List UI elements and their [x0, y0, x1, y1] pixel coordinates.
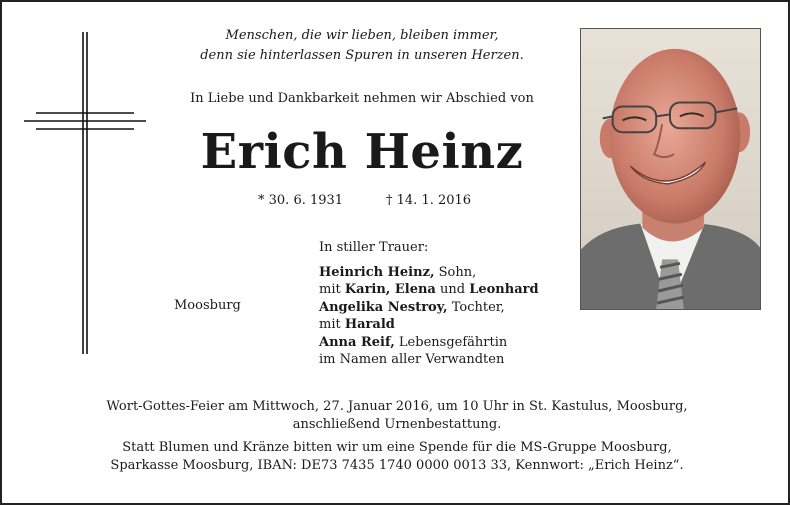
deceased-name: Erich Heinz [200, 124, 524, 180]
service-info [42, 398, 752, 434]
motto-line-2: denn sie hinterlassen Spuren in unseren Herzen. [200, 48, 524, 63]
portrait-photo [580, 28, 761, 310]
mourner-line-4 [319, 316, 539, 334]
mourner-line-6: im Namen aller Verwandten [319, 352, 505, 367]
mourner-line-5 [319, 334, 539, 352]
service-line-2: anschließend Urnenbestattung. [292, 417, 502, 432]
mourner-son-in-law: Harald [344, 317, 395, 332]
motto [162, 26, 562, 66]
mourners-heading: In stiller Trauer: [319, 240, 429, 255]
cross-icon [22, 30, 148, 356]
place: Moosburg [174, 298, 241, 313]
mourner-line-3 [319, 299, 539, 317]
donation-line-1: Statt Blumen und Kränze bitten wir um eine Spende für die MS-Gruppe Moosburg, [122, 440, 672, 455]
mourner-partner: Anna Reif, [319, 334, 395, 350]
motto-line-1: Menschen, die wir lieben, bleiben immer, [225, 28, 499, 43]
mourner-prefix: mit [319, 282, 345, 297]
donation-info [42, 439, 752, 475]
mourner-son: Heinrich Heinz, [319, 264, 435, 280]
birth-date: * 30. 6. 1931 [258, 193, 344, 208]
mourner-grandchild: Leonhard [469, 282, 539, 297]
mourner-daughter: Angelika Nestroy, [319, 299, 448, 315]
donation-line-2: Sparkasse Moosburg, IBAN: DE73 7435 1740 0000 0013 33, Kennwort: „Erich Heinz“. [110, 458, 684, 473]
mourner-grandchildren: Karin, Elena [344, 282, 436, 297]
service-line-1: Wort-Gottes-Feier am Mittwoch, 27. Januar 2016, um 10 Uhr in St. Kastulus, Moosburg, [106, 399, 688, 414]
mourner-relation: Tochter, [447, 299, 505, 315]
death-date: † 14. 1. 2016 [386, 193, 472, 208]
mourner-line-2 [319, 281, 539, 299]
mourner-relation: Sohn, [434, 264, 477, 280]
mourner-conjunction: und [435, 282, 470, 297]
mourner-relation: Lebensgefährtin [394, 334, 508, 350]
mourners-block [319, 239, 539, 369]
intro-text: In Liebe und Dankbarkeit nehmen wir Abschied von [190, 91, 534, 106]
mourner-line-1 [319, 264, 539, 282]
mourner-prefix: mit [319, 317, 345, 332]
